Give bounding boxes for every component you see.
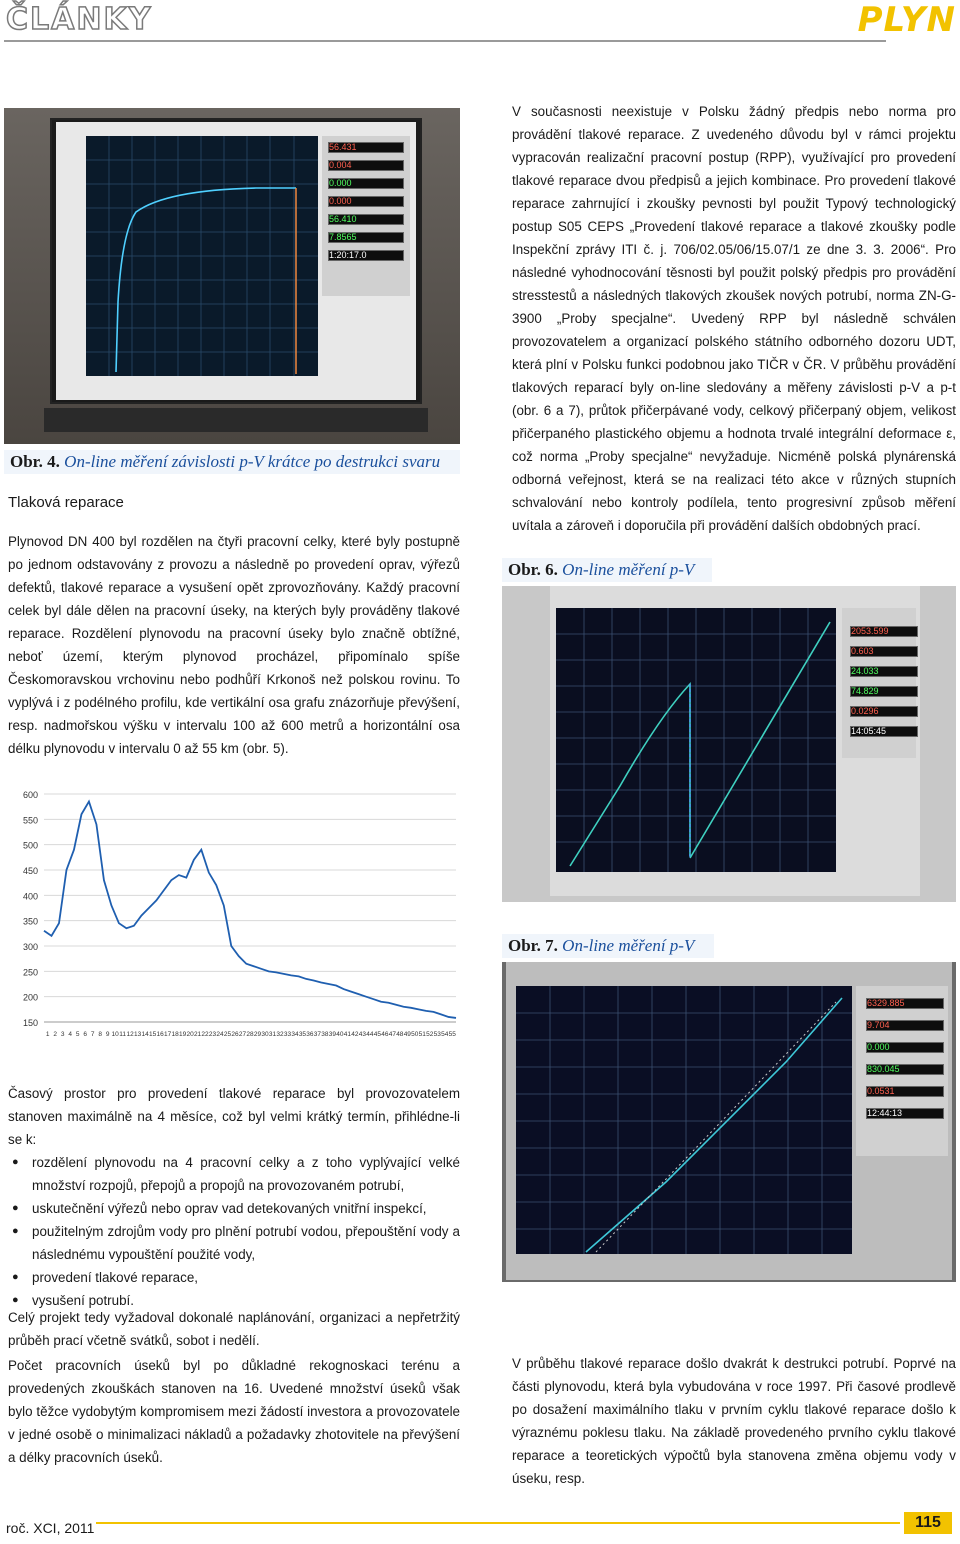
x-tick-label: 41 bbox=[343, 1031, 351, 1038]
x-tick-label: 55 bbox=[448, 1031, 456, 1038]
y-tick-label: 150 bbox=[22, 1018, 38, 1028]
x-tick-label: 1 bbox=[45, 1031, 50, 1038]
x-tick-label: 2 bbox=[53, 1031, 58, 1038]
panel-value-text: 0.603 bbox=[851, 646, 874, 656]
photo-monitor-fig7 bbox=[502, 962, 956, 1282]
x-tick-label: 22 bbox=[201, 1031, 209, 1038]
panel-value bbox=[866, 1064, 944, 1075]
left-paragraph-1 bbox=[8, 530, 460, 760]
x-tick-label: 8 bbox=[98, 1031, 102, 1038]
panel-value bbox=[850, 666, 918, 677]
bullet-item: ● uskutečnění výřezů nebo oprav vad detekovaných vnitřní inspekcí, bbox=[8, 1197, 460, 1220]
y-tick-label: 350 bbox=[22, 916, 38, 927]
x-tick-label: 12 bbox=[126, 1031, 134, 1038]
x-tick-label: 53 bbox=[433, 1031, 441, 1038]
x-tick-label: 51 bbox=[418, 1031, 426, 1038]
photo-monitor-fig4 bbox=[4, 108, 460, 444]
panel-value-text: 56.410 bbox=[329, 214, 357, 224]
x-tick-label: 10 bbox=[111, 1031, 119, 1038]
left-paragraph-3 bbox=[8, 1306, 460, 1352]
x-tick-label: 16 bbox=[156, 1031, 164, 1038]
panel-value-text: 24.033 bbox=[851, 666, 879, 676]
panel-value bbox=[866, 1108, 944, 1119]
x-tick-label: 33 bbox=[283, 1031, 292, 1038]
panel-value-text: 0.000 bbox=[329, 178, 352, 188]
panel-value-text: 56.431 bbox=[329, 142, 357, 152]
footer-rule bbox=[96, 1522, 900, 1524]
fig6-caption-text: On-line měření p-V bbox=[562, 560, 695, 579]
x-tick-label: 21 bbox=[193, 1031, 202, 1038]
panel-value-text: 7.8565 bbox=[329, 232, 357, 242]
x-tick-label: 38 bbox=[321, 1031, 329, 1038]
footer-volume: roč. XCI, 2011 bbox=[6, 1520, 95, 1536]
profile-chart-svg bbox=[4, 778, 460, 1050]
fig6-caption bbox=[502, 558, 712, 582]
page-number: 115 bbox=[904, 1512, 952, 1534]
panel-value-text: 0.000 bbox=[867, 1042, 890, 1052]
x-tick-label: 15 bbox=[149, 1031, 157, 1038]
x-tick-label: 18 bbox=[171, 1031, 179, 1038]
y-tick-label: 550 bbox=[22, 815, 38, 826]
panel-value-text: 0.0531 bbox=[867, 1086, 895, 1096]
paragraph-text: V průběhu tlakové reparace došlo dvakrát k destrukci potrubí. Poprvé na části plynovodu, která byla vybudována v roce 1997. Při časové prodlevě po dosažení maximálního tlaku v prvním cyklu tlakové reparace došlo k výraznému poklesu tlaku. Na základě provedeného prvního cyklu tlakové reparace a teoretických výpočtů byla stanovena změna objemu vody v úseku, resp. bbox=[512, 1356, 956, 1486]
x-tick-label: 34 bbox=[291, 1031, 299, 1038]
y-tick-label: 200 bbox=[22, 992, 38, 1003]
x-tick-label: 6 bbox=[83, 1031, 88, 1038]
x-tick-label: 19 bbox=[178, 1031, 187, 1038]
panel-value bbox=[328, 214, 404, 225]
panel-value-text: 74.829 bbox=[851, 686, 879, 696]
panel-value-text: 2053.599 bbox=[851, 626, 889, 636]
x-tick-label: 14 bbox=[141, 1031, 149, 1038]
x-tick-label: 28 bbox=[246, 1031, 254, 1038]
y-tick-label: 300 bbox=[22, 942, 38, 952]
fig7-caption-text: On-line měření p-V bbox=[562, 936, 695, 955]
panel-value bbox=[328, 178, 404, 189]
fig7-caption bbox=[502, 934, 714, 958]
panel-value-text: 9.704 bbox=[867, 1020, 890, 1030]
paragraph-text: Počet pracovních úseků byl po důkladné rekognoskaci terénu a provedených zkouškách stanoven na 16. Uvedené množství úseků však bylo těžce vydobytým kompromisem mezi žádostí investora a provozovatele v jedné osobě o minimalizaci nákladů a požadavky zhotovitele na převýšení a délky pracovních úseků. bbox=[8, 1358, 460, 1465]
panel-value bbox=[850, 646, 918, 657]
x-tick-label: 40 bbox=[336, 1031, 344, 1038]
x-tick-label: 17 bbox=[163, 1031, 172, 1038]
x-tick-label: 13 bbox=[134, 1031, 142, 1038]
fig7-number: Obr. 7. bbox=[508, 936, 558, 955]
panel-value-text: 14:05:45 bbox=[851, 726, 887, 736]
photo-monitor-fig6 bbox=[502, 586, 956, 902]
panel-value bbox=[850, 726, 918, 737]
panel-value bbox=[328, 160, 404, 171]
x-tick-label: 35 bbox=[298, 1031, 307, 1038]
x-tick-label: 24 bbox=[216, 1031, 224, 1038]
panel-value bbox=[850, 626, 918, 637]
panel-value-text: 6329.885 bbox=[867, 998, 905, 1008]
x-tick-label: 29 bbox=[253, 1031, 262, 1038]
x-tick-label: 44 bbox=[366, 1031, 374, 1038]
x-tick-label: 9 bbox=[105, 1031, 110, 1038]
heading-reparace: Tlaková reparace bbox=[8, 494, 124, 511]
y-tick-label: 250 bbox=[22, 967, 38, 978]
x-tick-label: 42 bbox=[351, 1031, 359, 1038]
x-tick-label: 31 bbox=[268, 1031, 277, 1038]
bullet-item: ● provedení tlakové reparace, bbox=[8, 1266, 460, 1289]
panel-value bbox=[328, 232, 404, 243]
x-tick-label: 32 bbox=[276, 1031, 284, 1038]
header-rule bbox=[4, 40, 886, 42]
x-tick-label: 20 bbox=[186, 1031, 194, 1038]
page-header bbox=[0, 0, 960, 48]
fig4-value-panel bbox=[324, 142, 408, 282]
fig4-number: Obr. 4. bbox=[10, 452, 60, 471]
paragraph-text: Plynovod DN 400 byl rozdělen na čtyři pracovní celky, které byly postupně po jednom odstavovány z provozu a následně po provedení oprav, výřezů defektů, tlakové reparace a vysušení opět zprovozňovány. Každý pracovní celek byl dále dělen na pracovní úseky, na kterých byly prováděny tlakové reparace. Rozdělení plynovodu na pracovní úseky bylo značně obtížné, neboť území, kterým plynovod procházel, připomínalo spíše Českomoravskou vrchovinu nebo podhůří Krkonoš než polskou rovinu. To vyplývá i z podélného profilu, kde vertikální osa grafu znázorňuje převýšení, resp. nadmořskou výšku v intervalu 100 až 600 metrů a horizontální osa délku plynovodu v intervalu 0 až 55 km (obr. 5). bbox=[8, 534, 460, 756]
panel-value bbox=[328, 142, 404, 153]
paragraph-text: Časový prostor pro provedení tlakové reparace byl provozovatelem stanoven maximálně na 4 měsíce, což byl velmi krátký termín, přihlédne-li se k: bbox=[8, 1086, 460, 1147]
fig4-caption-text: On-line měření závislosti p-V krátce po destrukci svaru bbox=[64, 452, 441, 471]
x-tick-label: 50 bbox=[411, 1031, 419, 1038]
x-tick-label: 23 bbox=[208, 1031, 217, 1038]
bullet-list bbox=[8, 1151, 460, 1312]
panel-value bbox=[850, 706, 918, 717]
fig4-caption bbox=[4, 450, 460, 474]
x-tick-label: 4 bbox=[68, 1031, 73, 1038]
brand-logo: PLYN bbox=[857, 0, 956, 40]
x-tick-label: 47 bbox=[388, 1031, 396, 1038]
panel-value-text: 0.000 bbox=[329, 196, 352, 206]
x-tick-label: 36 bbox=[306, 1031, 314, 1038]
right-paragraph-2 bbox=[512, 1352, 956, 1490]
panel-value bbox=[850, 686, 918, 697]
section-title: ČLÁNKY bbox=[6, 2, 153, 37]
bullet-item: ● použitelným zdrojům vody pro plnění potrubí vodou, přepouštění vody a následnému vypouštění použité vody, bbox=[8, 1220, 460, 1266]
paragraph-text: V současnosti neexistuje v Polsku žádný předpis nebo norma pro provádění tlakové reparace. Z uvedeného důvodu byl v rámci projektu vypracován realizační pracovní postup (RPP), využívající pro provedení tlakové reparace dvou předpisů a jejich kombinace. Pro provedení tlakové reparace zahrnující i zkoušky pevnosti byl použit Typový technologický postup S05 CEPS „Provedení tlakové reparace a tlakové zkoušky podle Inspekční zprávy ITI č. j. 706/02.05/06/15.07/1 ze dne 3. 3. 2006“. Pro následné vyhodnocování těsnosti byl použit polský předpis pro provádění stresstestů a následných tlakových zkoušek nových potrubí, norma ZN-G-3900 „Proby specjalne“. Uvedený RPP byl následně schválen provozovatelem a organizací polského státního odborného dozoru UDT, která plní v Polsku funkci podobnou jako TIČR v ČR. V průběhu provádění tlakových reparací byly on-line sledovány a měřeny závislosti p-V a p-t (obr. 6 a 7), průtok přičerpávané vody, celkový přičerpaný objem, velikost přičerpaného plastického objemu a hodnota trvalé integrální deformace ε, což norma „Proby specjalne“ nevyžaduje. Nicméně polská plynárenská odborná veřejnost, která se na realizaci této akce v různých stupních schvalování nebo kontroly podílela, tento progresivní způsob měření uvítala a zároveň i doporučila při provádění dalších obdobných prací. bbox=[512, 104, 956, 533]
right-paragraph-1 bbox=[512, 100, 956, 537]
x-tick-label: 27 bbox=[238, 1031, 247, 1038]
panel-value-text: 0.0296 bbox=[851, 706, 879, 716]
panel-value-text: 12:44:13 bbox=[867, 1108, 903, 1118]
panel-value bbox=[866, 1042, 944, 1053]
x-tick-label: 45 bbox=[373, 1031, 381, 1038]
panel-value bbox=[866, 1086, 944, 1097]
x-tick-label: 11 bbox=[119, 1031, 127, 1038]
x-tick-label: 46 bbox=[381, 1031, 389, 1038]
profile-chart bbox=[4, 778, 460, 1050]
left-paragraph-2 bbox=[8, 1082, 460, 1312]
x-tick-label: 5 bbox=[75, 1031, 80, 1038]
x-tick-label: 49 bbox=[403, 1031, 411, 1038]
y-tick-label: 500 bbox=[22, 840, 38, 851]
x-tick-label: 48 bbox=[396, 1031, 404, 1038]
panel-value bbox=[328, 250, 404, 261]
left-paragraph-4 bbox=[8, 1354, 460, 1469]
paragraph-text: Celý projekt tedy vyžadoval dokonalé naplánování, organizaci a nepřetržitý průběh prací včetně svátků, sobot i nedělí. bbox=[8, 1310, 460, 1348]
profile-line bbox=[44, 802, 456, 1018]
panel-value bbox=[866, 1020, 944, 1031]
panel-value bbox=[866, 998, 944, 1009]
x-tick-label: 37 bbox=[313, 1031, 322, 1038]
panel-value-text: 0.004 bbox=[329, 160, 352, 170]
x-tick-label: 25 bbox=[223, 1031, 232, 1038]
x-tick-label: 3 bbox=[60, 1031, 65, 1038]
fig6-number: Obr. 6. bbox=[508, 560, 558, 579]
fig7-value-panel bbox=[862, 998, 948, 1158]
y-tick-label: 400 bbox=[22, 891, 38, 902]
y-tick-label: 450 bbox=[22, 866, 38, 876]
bullet-item: ● vysušení potrubí. bbox=[8, 1289, 460, 1312]
x-tick-label: 7 bbox=[90, 1031, 95, 1038]
x-tick-label: 43 bbox=[358, 1031, 366, 1038]
x-tick-label: 54 bbox=[441, 1031, 449, 1038]
panel-value bbox=[328, 196, 404, 207]
bullet-item: ● rozdělení plynovodu na 4 pracovní celky a z toho vyplývající velké množství rozpojů, přepojů a propojů na provozovaném potrubí, bbox=[8, 1151, 460, 1197]
fig6-value-panel bbox=[846, 626, 922, 766]
x-tick-label: 52 bbox=[426, 1031, 434, 1038]
x-tick-label: 26 bbox=[231, 1031, 239, 1038]
x-tick-label: 39 bbox=[328, 1031, 337, 1038]
x-tick-label: 30 bbox=[261, 1031, 269, 1038]
y-tick-label: 600 bbox=[22, 790, 38, 800]
panel-value-text: 830.045 bbox=[867, 1064, 900, 1074]
panel-value-text: 1:20:17.0 bbox=[329, 250, 367, 260]
